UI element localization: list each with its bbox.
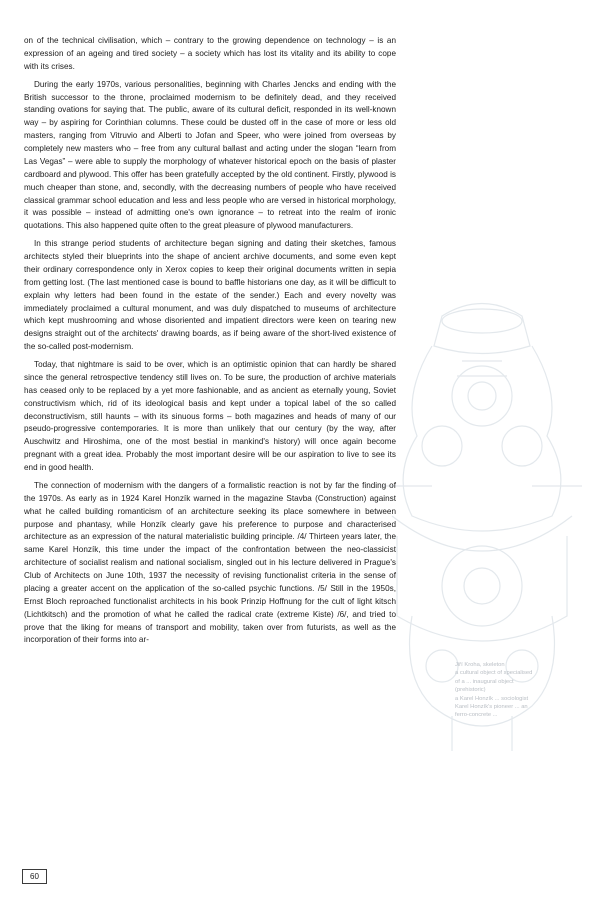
caption-line: Jiří Kroha, skeleton — [455, 662, 505, 668]
figure-caption — [455, 661, 583, 720]
caption-line: (prehistoric) — [455, 687, 486, 694]
paragraph-3: In this strange period students of architecture began signing and dating their sketches, famous architects styled their blueprints into the shape of ancient archive documents, and some even kept their ordinary correspondence only in Xerox copies to keep their original documents written in sepia from getting lost. (The last mentioned case is bound to baffle historians one day, as it will be difficult to explain why letters had been found in the estate of the sender.) Each and every novelty was immediately proclaimed a cultural monument, and was duly dispatched to museums of architecture which kept mushrooming and whose disoriented and impatient directors were keen on tearing new designs straight out of the architects' drawing boards, as if being aware of the short-lived existence of the so-called post-modernism. — [24, 239, 396, 352]
body-text-column — [24, 35, 396, 652]
caption-line: Karel Honzík's pioneer ... an — [455, 704, 528, 711]
paragraph-1: on of the technical civilisation, which – contrary to the growing dependence on technology – is an expression of an ageing and tired society – a society which has lost its vitality and its ability to cope with its crises. — [24, 36, 396, 71]
paragraph-5: The connection of modernism with the dangers of a formalistic reaction is not by far the finding of the 1970s. As early as in 1924 Karel Honzík warned in the magazine Stavba (Construction) against what he called building romanticism of an architecture seeking its place somewhere in between purpose and phantasy, while Honzík clearly gave his preference to purpose and characterised architecture as an expression of the natural materialistic building principle. /4/ Thirteen years later, the same Karel Honzík, this time under the impact of the confrontation between the neo-classicist architecture of socialist realism and national socialism, singled out in his lecture delivered in Prague's Club of Architects on June 10th, 1937 the necessity of revising functionalist criteria in the sense of placing a greater accent on the application of the so-called psychic functions. /5/ Still in the 1950s, Ernst Bloch reproached functionalist architects in his book Prinzip Hoffnung for the cult of light kitsch (Lichtkitsch) and the promotion of what he called the radical crate (extreme Kiste) /6/, and tried to prove that the liking for means of transport and mobility, taken over from futurists, as well as the incorporation of their forms into ar- — [24, 480, 396, 645]
caption-line: ferro-concrete ... — [455, 712, 498, 719]
paragraph-2: During the early 1970s, various personalities, beginning with Charles Jencks and ending with the British successor to the throne, proclaimed modernism to be definitely dead, and they received standing ovations for saying that. The public, aware of its cultural deficit, responded in its well-known way – by aspiring for Corinthian columns. These could be dusted off in the case of more or less old masters, ranging from Vitruvio and Alberti to Jofan and Speer, who were joined from overseas by completely new masters who – free from any cultural ballast and acting under the slogan “learn from Las Vegas” – were able to supply the morphology of whatever historical epoch on the basis of plaster cardboard and plywood. This offer has been gratefully accepted by the old continent. Firstly, plywood is much cheaper than stone, and, secondly, with the decreasing numbers of people who have received classical grammar school education and less and less people who are versed in historical morphology, it was possible – instead of admitting one's own ignorance – to retreat into the realm of ironic quotations. This also happened quite often to the great pleasure of plywood manufacturers. — [24, 79, 396, 231]
caption-line: of a ... inaugural object — [455, 678, 514, 685]
caption-line: a cultural object of specialised — [455, 670, 533, 677]
caption-line: a Karel Honzík ... sociologist — [455, 695, 529, 702]
page-number: 60 — [22, 869, 47, 884]
paragraph-4: Today, that nightmare is said to be over, which is an optimistic opinion that can hardly be shared since the general retrospective tendency still lives on. To be sure, the production of archive materials has ceased only to be replaced by a yet more fashionable, and as ancient as eternally young, Soviet constructivism which, rid of its ideological basis and kept under a topical label of the so called deconstructivism, still haunts – with its sinuous forms – both magazines and heads of many of our pseudo-progressive contemporaries. It is more than unlikely that our century (by the way, after Auschwitz and Hiroshima, one of the most bestial in mankind's history) will once again become pregnant with a great idea. Probably the most important desire will be our aspiration to live to see its end in good health. — [24, 360, 396, 472]
